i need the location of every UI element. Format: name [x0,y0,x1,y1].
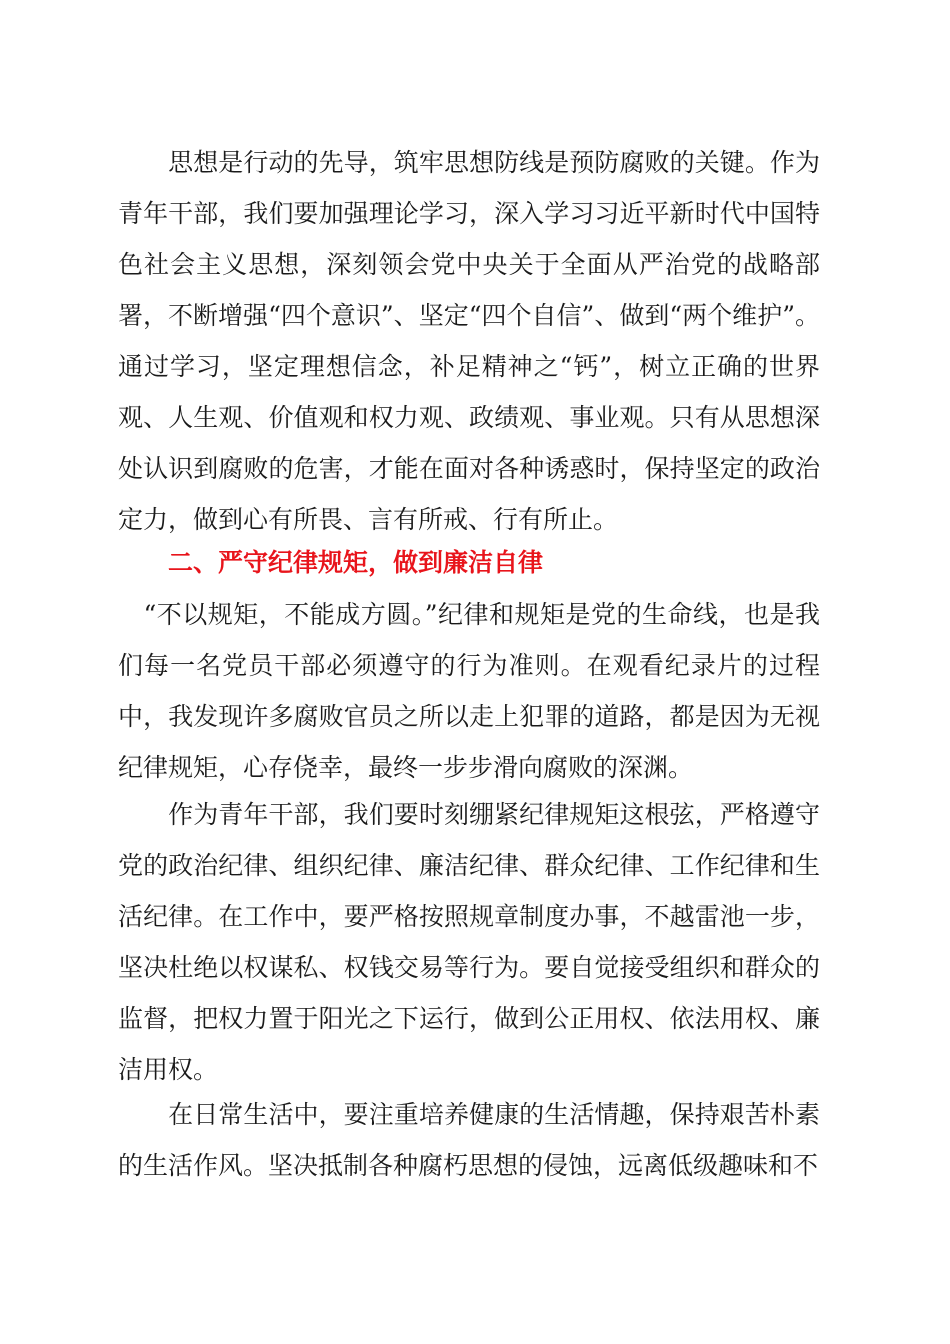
paragraph-youth-cadre-duty: 作为青年干部，我们要时刻绷紧纪律规矩这根弦，严格遵守党的政治纪律、组织纪律、廉洁纪律、群众纪律、工作纪律和生活纪律。在工作中，要严格按照规章制度办事，不越雷池一步，坚决杜绝以权谋私、权钱交易等行为。要自觉接受组织和群众的监督，把权力置于阳光之下运行，做到公正用权、依法用权、廉洁用权。 [118,800,820,1084]
paragraph-daily-life: 在日常生活中，要注重培养健康的生活情趣，保持艰苦朴素的生活作风。坚决抵制各种腐朽思想的侵蚀，远离低级趣味和不 [118,1100,820,1180]
section-heading: 二、严守纪律规矩，做到廉洁自律 [168,548,544,577]
paragraph-discipline-rules: “不以规矩，不能成方圆。”纪律和规矩是党的生命线，也是我们每一名党员干部必须遵守的行为准则。在观看纪录片的过程中，我发现许多腐败官员之所以走上犯罪的道路，都是因为无视纪律规矩，心存侥幸，最终一步步滑向腐败的深渊。 [118,600,820,782]
paragraph-thought-defense: 思想是行动的先导，筑牢思想防线是预防腐败的关键。作为青年干部，我们要加强理论学习，深入学习习近平新时代中国特色社会主义思想，深刻领会党中央关于全面从严治党的战略部署，不断增强“四个意识”、坚定“四个自信”、做到“两个维护”。通过学习，坚定理想信念，补足精神之“钙”，树立正确的世界观、人生观、价值观和权力观、政绩观、事业观。只有从思想深处认识到腐败的危害，才能在面对各种诱惑时，保持坚定的政治定力，做到心有所畏、言有所戒、行有所止。 [118,148,820,534]
